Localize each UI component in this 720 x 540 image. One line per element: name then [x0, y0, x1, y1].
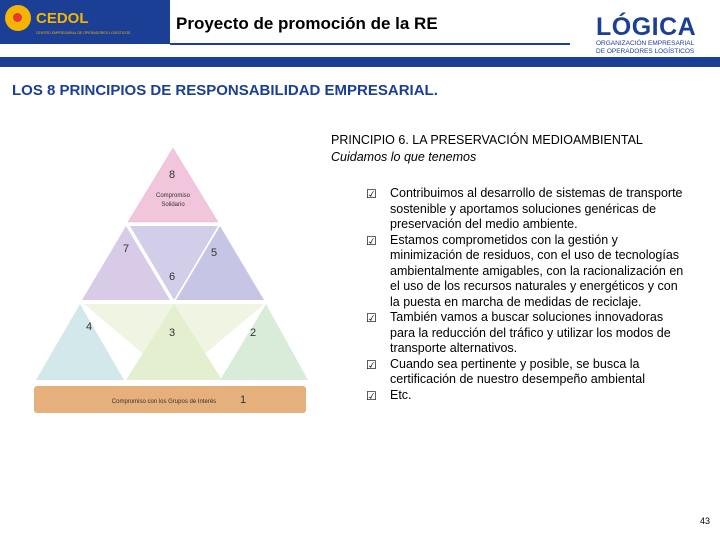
principle-number-4: 4 — [86, 321, 93, 333]
bullet-text: Estamos comprometidos con la gestión y minimización de residuos, con el uso de tecnologías ambientalmente amigables, con la racionalización en el uso de los recursos naturales y energéticos y con la puesta en marcha de medidas de reciclaje. — [390, 232, 684, 309]
bullet-text: Contribuimos al desarrollo de sistemas de transporte sostenible y aportamos soluciones genéricas de preservación del medio ambiente. — [390, 186, 683, 231]
bullet-item — [366, 310, 686, 357]
principle-number-5: 5 — [211, 247, 218, 259]
checkbox-icon: ☑ — [366, 187, 377, 201]
principle-number-3: 3 — [169, 327, 176, 339]
checkbox-icon: ☑ — [366, 233, 377, 248]
bullet-text: Cuando sea pertinente y posible, se busca la certificación de nuestro desempeño ambiental — [390, 356, 646, 386]
principle-number-6: 6 — [169, 271, 176, 283]
bullet-item — [366, 388, 686, 404]
top-triangle-label-line2: Solidario — [161, 202, 185, 208]
section-title: LOS 8 PRINCIPIOS DE RESPONSABILIDAD EMPRESARIAL. — [12, 82, 438, 99]
bullet-text: Etc. — [390, 387, 412, 402]
cedol-emblem-icon — [5, 5, 31, 31]
bullet-text: También vamos a buscar soluciones innovadoras para la reducción del tráfico y utilizar los modos de transporte alternativos. — [390, 310, 671, 355]
logica-logo-line2: DE OPERADORES LOGÍSTICOS — [596, 48, 695, 55]
principle-number-8: 8 — [169, 169, 176, 181]
principle-subheading: Cuidamos lo que tenemos — [331, 150, 477, 164]
header-band — [0, 57, 720, 67]
cedol-logo-name: CEDOL — [36, 10, 89, 27]
base-bar-label: Compromiso con los Grupos de Interés — [111, 399, 217, 405]
principle-bullet-list — [366, 186, 686, 403]
logica-logo-line1: ORGANIZACIÓN EMPRESARIAL — [596, 40, 695, 47]
page-header-title: Proyecto de promoción de la RE — [176, 14, 438, 33]
cedol-logo-subtitle: CENTRO EMPRESARIAL DE OPERADORES LOGÍSTICOS — [36, 31, 131, 35]
triangle-8 — [128, 148, 218, 222]
bullet-item — [366, 186, 686, 233]
bullet-item — [366, 357, 686, 388]
principle-number-2: 2 — [250, 327, 257, 339]
top-triangle-label-line1: Compromiso — [155, 193, 191, 199]
principle-number-1: 1 — [240, 394, 247, 406]
header-divider — [170, 43, 570, 45]
logica-logo — [596, 14, 696, 56]
principle-heading: PRINCIPIO 6. LA PRESERVACIÓN MEDIOAMBIENTAL — [331, 133, 643, 147]
checkbox-icon: ☑ — [366, 357, 377, 372]
cedol-logo — [0, 0, 170, 44]
principle-number-7: 7 — [123, 243, 130, 255]
checkbox-icon: ☑ — [366, 388, 377, 403]
logica-logo-name: LÓGICA — [596, 13, 697, 41]
bullet-item — [366, 233, 686, 311]
checkbox-icon: ☑ — [366, 311, 377, 325]
principles-pyramid-diagram — [30, 140, 310, 420]
page-number: 43 — [700, 516, 711, 526]
